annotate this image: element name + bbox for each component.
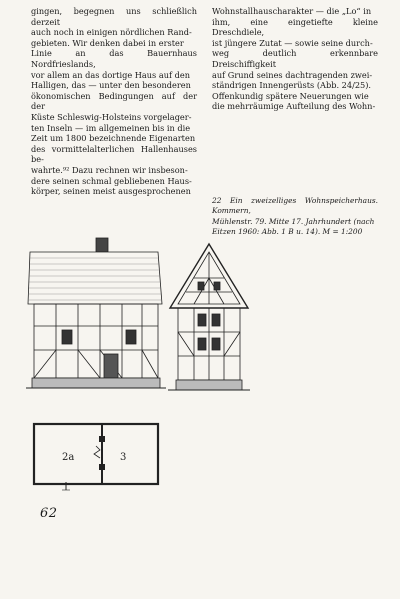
- text-line: wahrte.⁹² Dazu rechnen wir insbeson-: [31, 164, 188, 175]
- text-line: Küste Schleswig-Holsteins vorgelager-: [31, 111, 192, 122]
- text-line: die mehrräumige Aufteilung des Wohn-: [212, 101, 376, 112]
- plan-label-room-right: 3: [120, 452, 127, 463]
- text-line: gingen, begegnen uns schließlich derzeit: [31, 6, 197, 27]
- text-line: körper, seinen meist ausgesprochenen: [31, 186, 191, 197]
- text-line: ist jüngere Zutat — sowie seine durch-: [212, 37, 373, 48]
- text-line: des vormittelalterlichen Hallenhauses be-: [31, 143, 197, 165]
- text-line: Halligen, das — unter den besonderen: [31, 80, 191, 91]
- plan-label-room-left: 2a: [62, 452, 75, 463]
- text-line: ständrigen Innengerüsts (Abb. 24/25).: [212, 80, 372, 91]
- text-line: gebieten. Wir denken dabei in erster: [31, 37, 184, 48]
- figure-caption: [212, 196, 378, 238]
- text-line: ihm, eine eingetiefte kleine Dreschdiele,: [212, 16, 378, 38]
- page-number: 62: [40, 506, 58, 521]
- text-line: vor allem an das dortige Haus auf den: [31, 69, 191, 80]
- floor-plan-drawing: [26, 418, 166, 496]
- caption-line: 22 Ein zweizelliges Wohnspeicherhaus. Kommern,: [212, 196, 378, 216]
- side-elevation-drawing: [26, 236, 166, 392]
- caption-line: Mühlenstr. 79. Mitte 17. Jahrhundert (nach: [212, 216, 375, 226]
- text-line: Zeit um 1800 bezeichnende Eigenarten: [31, 133, 196, 144]
- text-line: dere seinen schmal gebliebenen Haus-: [31, 175, 192, 186]
- text-line: auch noch in einigen nördlichen Rand-: [31, 27, 192, 38]
- text-line: weg deutlich erkennbare Dreischiffigkeit: [212, 48, 378, 69]
- text-line: Offenkundig spätere Neuerungen wie: [212, 90, 369, 101]
- caption-line: Eitzen 1960: Abb. 1 B u. 14). M = 1:200: [212, 227, 363, 237]
- text-line: ten Inseln — im allgemeinen bis in die: [31, 122, 191, 133]
- text-column-left: [31, 6, 197, 197]
- text-line: ökonomischen Bedingungen auf der der: [31, 90, 197, 112]
- text-column-right: [212, 6, 378, 112]
- gable-elevation-drawing: [168, 242, 250, 394]
- text-line: auf Grund seines dachtragenden zwei-: [212, 69, 373, 80]
- text-line: Wohnstallhauscharakter — die „Lo“ in: [212, 6, 372, 16]
- text-line: Linie an das Bauernhaus Nordfrieslands,: [31, 48, 197, 69]
